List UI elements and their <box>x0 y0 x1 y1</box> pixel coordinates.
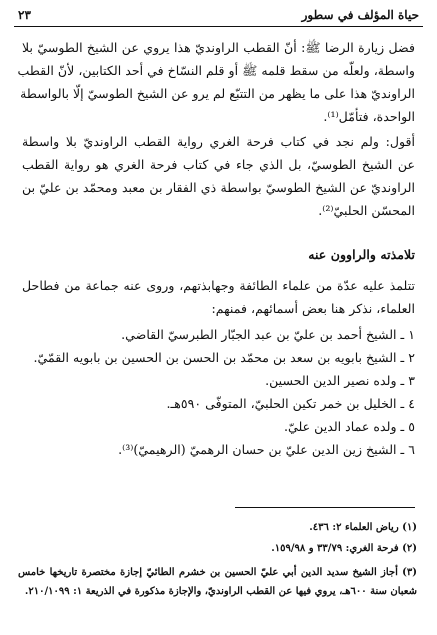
list-item: ١ ـ الشيخ أحمد بن عليّ بن عبد الجبّار الطبرسيّ القاضي. <box>121 327 415 342</box>
paragraph-line: الراونديّ عن الشيخ الطوسيّ بواسطة ذي الفقار بن معبد ومحمّد بن عليّ بن <box>22 180 415 195</box>
footnote-continuation: شعبان سنة ٦٠٠هـ، يروي فيها عن القطب الراونديّ، والإجازة مذكورة في الذريعة ١: ٢١٠/١٠٩٩. <box>24 586 417 597</box>
list-item: ٦ ـ الشيخ زين الدين عليّ بن حسان الرهميّ (الرهيميّ)⁽³⁾. <box>118 442 415 457</box>
footnote: (١) رياض العلماء ٢: ٤٣٦. <box>309 522 417 533</box>
paragraph-line: تتلمذ عليه عدّة من علماء الطائفة وجهابذتهم، وروى عنه جماعة من فطاحل <box>22 278 415 293</box>
paragraph-line: الراونديّ هذا على ما يظهر من التتبّع لم يرو عن الشيخ الطوسيّ إلّا بالواسطة <box>20 86 415 101</box>
list-item: ٤ ـ الخليل بن خمر تكين الحلبيّ، المتوفّى ٥٩٠هـ. <box>166 396 415 411</box>
paragraph-line: عن الشيخ الطوسيّ، بل الذي جاء في كتاب فرحة الغري هو رواية القطب <box>22 157 415 172</box>
footnote-divider <box>235 507 415 508</box>
paragraph-line: المحسّن الحلبيّ⁽²⁾. <box>318 203 415 218</box>
paragraph-line: الواحدة، فتأمّل⁽¹⁾. <box>323 109 415 124</box>
section-title: تلامذته والراوون عنه <box>308 247 415 262</box>
page-number: ٢٣ <box>18 8 31 22</box>
list-item: ٣ ـ ولده نصير الدين الحسين. <box>265 373 415 388</box>
paragraph-line: أقول: ولم نجد في كتاب فرحة الغري رواية القطب الراونديّ بلا واسطة <box>22 134 415 149</box>
paragraph-line: واسطة، ولعلّه من سقط قلمه ﷺ أو قلم النسّاخ في أحد الكتابين، لأنّ القطب <box>17 63 415 78</box>
list-item: ٢ ـ الشيخ بابويه بن سعد بن محمّد بن الحسن بن الحسين بن بابويه القمّيّ. <box>33 350 415 365</box>
paragraph-line: فضل زيارة الرضا ﷺ: أنّ القطب الراونديّ هذا يروي عن الشيخ الطوسيّ بلا <box>22 40 415 55</box>
list-item: ٥ ـ ولده عماد الدين عليّ. <box>283 419 415 434</box>
paragraph-line: العلماء، نذكر هنا بعض أسمائهم، فمنهم: <box>211 301 415 316</box>
header-title: حياة المؤلف في سطور <box>301 8 419 22</box>
footnote: (٣) أجاز الشيخ سديد الدين أبي عليّ الحسين بن خشرم الطائيّ إجازة مختصرة تاريخها خامس <box>18 567 417 578</box>
footnote: (٢) فرحة الغري: ٣٣/٧٩ و ١٥٩/٩٨. <box>271 543 417 554</box>
running-header <box>14 8 423 27</box>
